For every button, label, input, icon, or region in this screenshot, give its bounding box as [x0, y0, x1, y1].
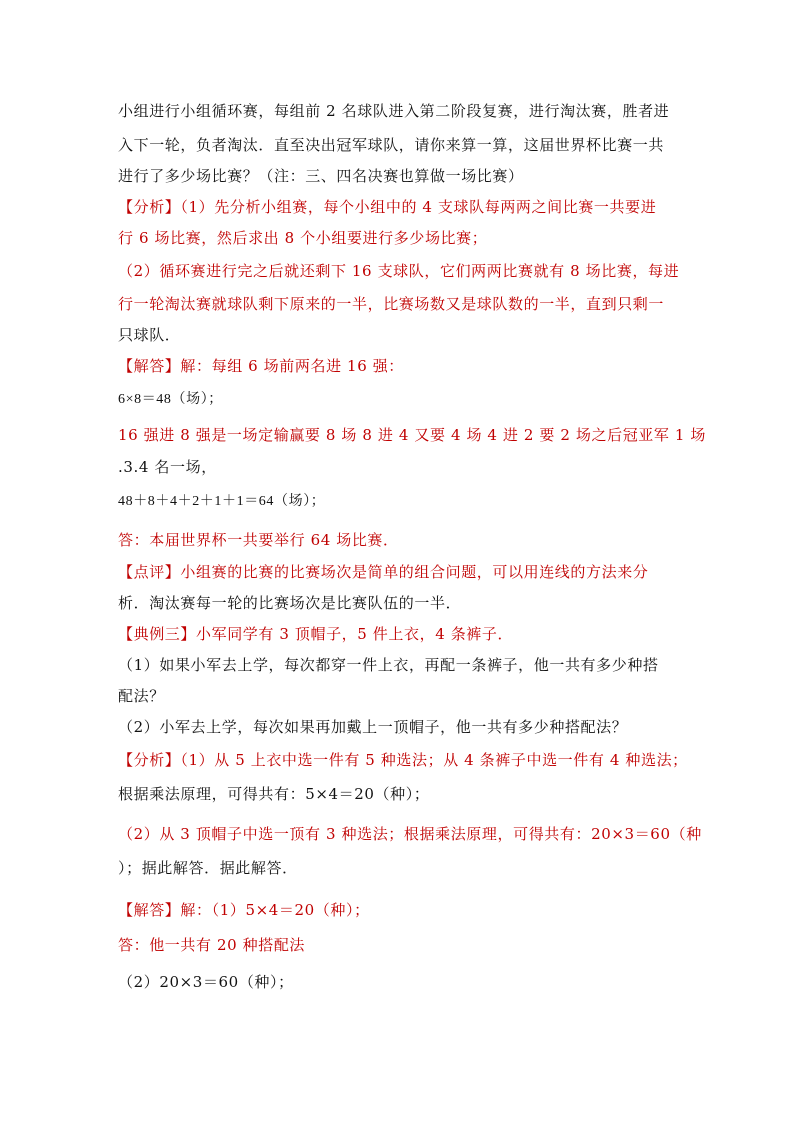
answer-line: 答：他一共有 20 种搭配法	[118, 936, 306, 954]
text-line: （1）如果小军去上学，每次都穿一件上衣，再配一条裤子，他一共有多少种搭	[118, 656, 659, 674]
text-line: ）；据此解答．据此解答．	[118, 859, 298, 877]
analysis-line: （2）循环赛进行完之后就还剩下 16 支球队，它们两两比赛就有 8 场比赛，每进	[118, 262, 680, 280]
formula-line: 6×8＝48（场）；	[118, 392, 223, 407]
answer-line: 答：本届世界杯一共要举行 64 场比赛．	[118, 531, 399, 549]
solution-line: 16 强进 8 强是一场定输赢要 8 场 8 进 4 又要 4 场 4 进 2 要 2 场之后冠亚军 1 场	[118, 426, 706, 444]
example-heading: 【典例三】小军同学有 3 顶帽子，5 件上衣，4 条裤子．	[118, 625, 514, 643]
analysis-line: 【分析】（1）从 5 上衣中选一件有 5 种选法；从 4 条裤子中选一件有 4 种选法；	[118, 751, 688, 769]
formula-line: 48＋8＋4＋2＋1＋1＝64（场）；	[118, 494, 326, 509]
text-line: 配法？	[118, 687, 165, 705]
text-line: .3.4 名一场，	[118, 458, 217, 476]
solution-line: 【解答】解：每组 6 场前两名进 16 强：	[118, 357, 404, 375]
text-line: 进行了多少场比赛？（注：三、四名决赛也算做一场比赛）	[118, 167, 524, 185]
solution-line: 【解答】解：（1）5×4＝20（种）；	[118, 901, 370, 919]
text-line: （2）小军去上学，每次如果再加戴上一顶帽子，他一共有多少种搭配法？	[118, 718, 628, 736]
analysis-line: 行 6 场比赛，然后求出 8 个小组要进行多少场比赛；	[118, 229, 488, 247]
comment-line: 【点评】小组赛的比赛的比赛场次是简单的组合问题，可以用连线的方法来分	[118, 563, 649, 581]
analysis-line: （2）从 3 顶帽子中选一顶有 3 种选法；根据乘法原理，可得共有：20×3＝60（种	[118, 825, 702, 843]
text-line: 析．淘汰赛每一轮的比赛场次是比赛队伍的一半．	[118, 594, 462, 612]
text-line: 只球队．	[118, 326, 181, 344]
text-line: 根据乘法原理，可得共有：5×4＝20（种）；	[118, 785, 430, 803]
text-line: 入下一轮，负者淘汰．直至决出冠军球队，请你来算一算，这届世界杯比赛一共	[118, 136, 665, 154]
analysis-line: 行一轮淘汰赛就球队剩下原来的一半，比赛场数又是球队数的一半，直到只剩一	[118, 295, 665, 313]
text-line: 小组进行小组循环赛，每组前 2 名球队进入第二阶段复赛，进行淘汰赛，胜者进	[118, 102, 670, 120]
analysis-line: 【分析】（1）先分析小组赛，每个小组中的 4 支球队每两两之间比赛一共要进	[118, 198, 657, 216]
formula-line: （2）20×3＝60（种）；	[118, 973, 294, 991]
